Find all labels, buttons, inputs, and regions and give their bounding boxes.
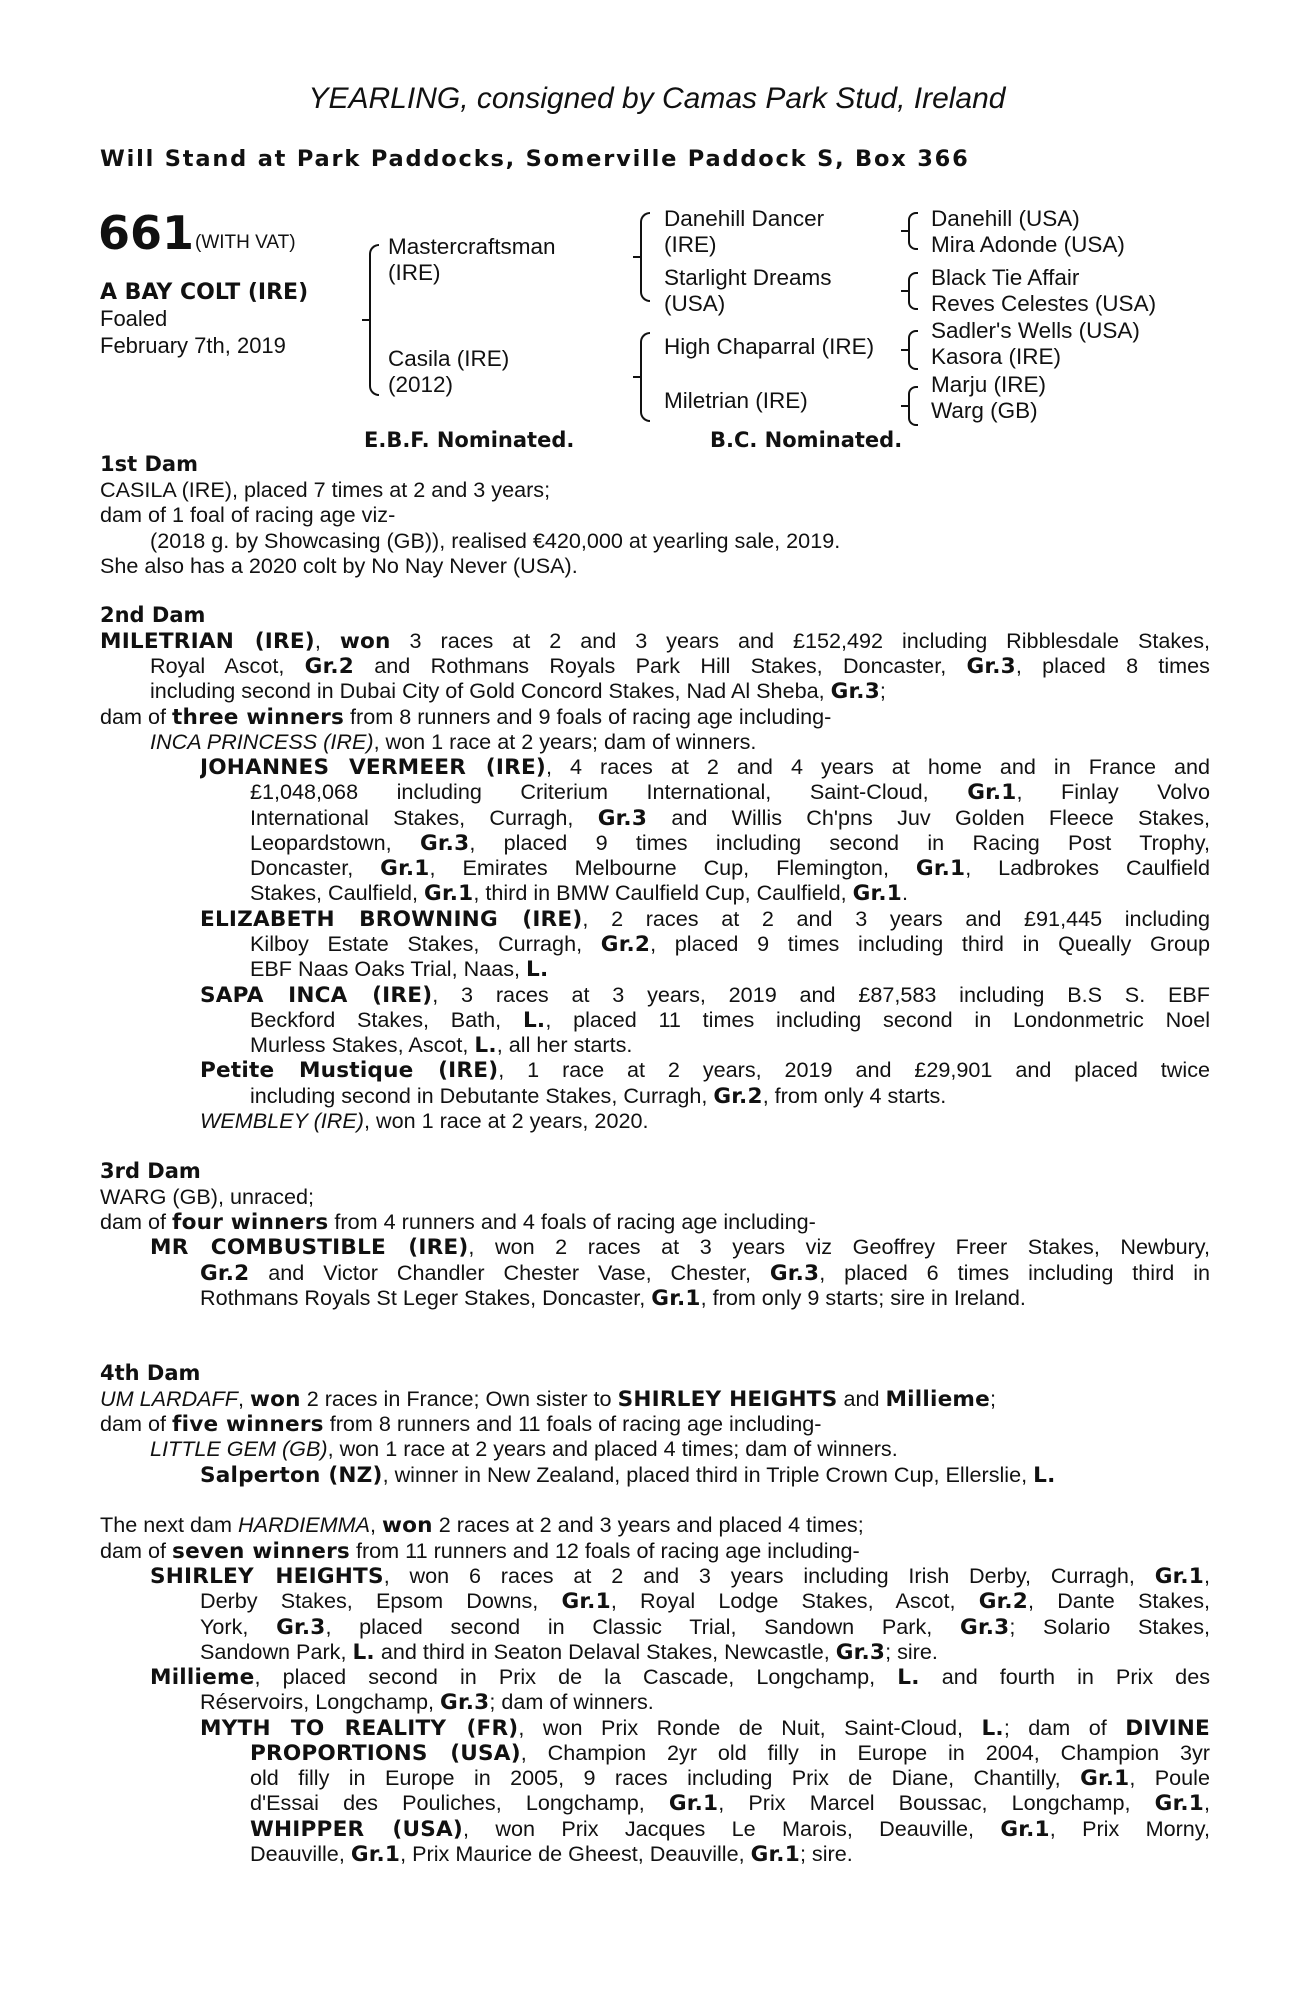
pedigree-brace-dam <box>640 332 650 422</box>
next-dam-line: Derby Stakes, Epsom Downs, Gr.1, Royal Lodge Stakes, Ascot, Gr.2, Dante Stakes, <box>200 1588 1210 1614</box>
third-dam-line: dam of four winners from 4 runners and 4 foals of racing age including- <box>100 1209 816 1235</box>
sire-sire-country: (IRE) <box>664 232 717 257</box>
second-dam-line: including second in Dubai City of Gold Concord Stakes, Nad Al Sheba, Gr.3; <box>150 678 886 704</box>
vat-note: (WITH VAT) <box>195 232 296 253</box>
next-dam-line: Réservoirs, Longchamp, Gr.3; dam of winners. <box>200 1689 654 1715</box>
third-dam-heading: 3rd Dam <box>100 1159 201 1183</box>
sire-name: Mastercraftsman <box>388 234 556 259</box>
lot-number: 661 <box>98 206 195 260</box>
bc-nominated: B.C. Nominated. <box>710 428 903 452</box>
fourth-dam-line: dam of five winners from 8 runners and 11 foals of racing age including- <box>100 1411 822 1437</box>
sire-dam-country: (USA) <box>664 291 726 316</box>
third-dam-line: Gr.2 and Victor Chandler Chester Vase, Chester, Gr.3, placed 6 times including third in <box>200 1260 1210 1286</box>
third-dam-line: WARG (GB), unraced; <box>100 1184 314 1209</box>
second-dam-line: Petite Mustique (IRE), 1 race at 2 years, 2019 and £29,901 and placed twice <box>200 1057 1210 1083</box>
second-dam-line: dam of three winners from 8 runners and 9 foals of racing age including- <box>100 704 832 730</box>
next-dam-line: dam of seven winners from 11 runners and 12 foals of racing age including- <box>100 1538 860 1564</box>
next-dam-line: Sandown Park, L. and third in Seaton Delaval Stakes, Newcastle, Gr.3; sire. <box>200 1639 938 1665</box>
dam-sire-name: High Chaparral (IRE) <box>664 334 875 359</box>
second-dam-line: Leopardstown, Gr.3, placed 9 times including second in Racing Post Trophy, <box>250 830 1210 856</box>
second-dam-line: International Stakes, Curragh, Gr.3 and Willis Ch'pns Juv Golden Fleece Stakes, <box>250 805 1210 831</box>
second-dam-line: Stakes, Caulfield, Gr.1, third in BMW Caulfield Cup, Caulfield, Gr.1. <box>250 880 908 906</box>
second-dam-line: Kilboy Estate Stakes, Curragh, Gr.2, placed 9 times including third in Queally Group <box>250 931 1210 957</box>
first-dam-line: dam of 1 foal of racing age viz- <box>100 502 396 527</box>
second-dam-heading: 2nd Dam <box>100 603 206 627</box>
g3-ancestor-4: Reves Celestes (USA) <box>931 291 1157 316</box>
stand-location: Will Stand at Park Paddocks, Somerville Paddock S, Box 366 <box>100 146 970 172</box>
horse-name: A BAY COLT (IRE) <box>100 280 309 305</box>
second-dam-line: MILETRIAN (IRE), won 3 races at 2 and 3 years and £152,492 including Ribblesdale Stakes, <box>100 628 1210 654</box>
second-dam-line: Royal Ascot, Gr.2 and Rothmans Royals Park Hill Stakes, Doncaster, Gr.3, placed 8 times <box>150 653 1210 679</box>
second-dam-line: Beckford Stakes, Bath, L., placed 11 times including second in Londonmetric Noel <box>250 1007 1210 1033</box>
second-dam-line: ELIZABETH BROWNING (IRE), 2 races at 2 and 3 years and £91,445 including <box>200 906 1210 932</box>
first-dam-line: CASILA (IRE), placed 7 times at 2 and 3 years; <box>100 477 551 502</box>
sire-dam-name: Starlight Dreams <box>664 265 832 290</box>
next-dam-line: PROPORTIONS (USA), Champion 2yr old filly in Europe in 2004, Champion 3yr <box>250 1740 1210 1766</box>
g3-ancestor-8: Warg (GB) <box>931 398 1038 423</box>
g3-ancestor-2: Mira Adonde (USA) <box>931 232 1125 257</box>
next-dam-line: d'Essai des Pouliches, Longchamp, Gr.1, Prix Marcel Boussac, Longchamp, Gr.1, <box>250 1790 1210 1816</box>
second-dam-line: Doncaster, Gr.1, Emirates Melbourne Cup, Flemington, Gr.1, Ladbrokes Caulfield <box>250 855 1210 881</box>
fourth-dam-heading: 4th Dam <box>100 1361 201 1385</box>
g3-ancestor-5: Sadler's Wells (USA) <box>931 318 1140 343</box>
pedigree-brace-gen1 <box>369 244 379 396</box>
page-title: YEARLING, consigned by Camas Park Stud, Ireland <box>308 82 1006 115</box>
next-dam-line: The next dam HARDIEMMA, won 2 races at 2 and 3 years and placed 4 times; <box>100 1512 864 1538</box>
pedigree-brace-g4-3 <box>908 330 918 370</box>
fourth-dam-line: Salperton (NZ), winner in New Zealand, placed third in Triple Crown Cup, Ellerslie, L. <box>200 1462 1056 1488</box>
pedigree-brace-g4-4 <box>908 386 918 426</box>
next-dam-line: York, Gr.3, placed second in Classic Trial, Sandown Park, Gr.3; Solario Stakes, <box>200 1614 1210 1640</box>
pedigree-brace-g4-1 <box>908 212 918 250</box>
next-dam-line: SHIRLEY HEIGHTS, won 6 races at 2 and 3 years including Irish Derby, Curragh, Gr.1, <box>150 1563 1210 1589</box>
first-dam-line: She also has a 2020 colt by No Nay Never (USA). <box>100 553 578 578</box>
second-dam-line: EBF Naas Oaks Trial, Naas, L. <box>250 956 549 982</box>
dam-year: (2012) <box>388 372 454 397</box>
first-dam-heading: 1st Dam <box>100 452 198 476</box>
second-dam-line: Murless Stakes, Ascot, L., all her starts. <box>250 1032 633 1058</box>
pedigree-brace-g4-2 <box>908 272 918 310</box>
next-dam-line: MYTH TO REALITY (FR), won Prix Ronde de Nuit, Saint-Cloud, L.; dam of DIVINE <box>200 1715 1210 1741</box>
second-dam-line: INCA PRINCESS (IRE), won 1 race at 2 years; dam of winners. <box>150 729 757 754</box>
fourth-dam-line: LITTLE GEM (GB), won 1 race at 2 years and placed 4 times; dam of winners. <box>150 1436 898 1461</box>
sire-country: (IRE) <box>388 260 441 285</box>
foaled-date: February 7th, 2019 <box>100 333 286 358</box>
third-dam-line: Rothmans Royals St Leger Stakes, Doncaster, Gr.1, from only 9 starts; sire in Ireland. <box>200 1285 1026 1311</box>
g3-ancestor-1: Danehill (USA) <box>931 206 1080 231</box>
next-dam-line: old filly in Europe in 2005, 9 races including Prix de Diane, Chantilly, Gr.1, Poule <box>250 1765 1210 1791</box>
g3-ancestor-7: Marju (IRE) <box>931 372 1047 397</box>
second-dam-line: including second in Debutante Stakes, Curragh, Gr.2, from only 4 starts. <box>250 1083 947 1109</box>
g3-ancestor-6: Kasora (IRE) <box>931 344 1062 369</box>
foaled-label: Foaled <box>100 306 168 331</box>
second-dam-line: SAPA INCA (IRE), 3 races at 3 years, 2019 and £87,583 including B.S S. EBF <box>200 982 1210 1008</box>
fourth-dam-line: UM LARDAFF, won 2 races in France; Own sister to SHIRLEY HEIGHTS and Millieme; <box>100 1386 996 1412</box>
ebf-nominated: E.B.F. Nominated. <box>364 428 575 452</box>
next-dam-line: Deauville, Gr.1, Prix Maurice de Gheest, Deauville, Gr.1; sire. <box>250 1841 853 1867</box>
next-dam-line: Millieme, placed second in Prix de la Cascade, Longchamp, L. and fourth in Prix des <box>150 1664 1210 1690</box>
dam-dam-name: Miletrian (IRE) <box>664 388 808 413</box>
dam-name: Casila (IRE) <box>388 346 510 371</box>
second-dam-line: £1,048,068 including Criterium International, Saint-Cloud, Gr.1, Finlay Volvo <box>250 779 1210 805</box>
first-dam-line: (2018 g. by Showcasing (GB)), realised €420,000 at yearling sale, 2019. <box>150 528 841 553</box>
second-dam-line: WEMBLEY (IRE), won 1 race at 2 years, 2020. <box>200 1108 649 1133</box>
pedigree-brace-sire <box>640 212 650 302</box>
g3-ancestor-3: Black Tie Affair <box>931 265 1080 290</box>
sire-sire-name: Danehill Dancer <box>664 206 825 231</box>
next-dam-line: WHIPPER (USA), won Prix Jacques Le Marois, Deauville, Gr.1, Prix Morny, <box>250 1816 1210 1842</box>
second-dam-line: JOHANNES VERMEER (IRE), 4 races at 2 and 4 years at home and in France and <box>200 754 1210 780</box>
third-dam-line: MR COMBUSTIBLE (IRE), won 2 races at 3 years viz Geoffrey Freer Stakes, Newbury, <box>150 1234 1210 1260</box>
